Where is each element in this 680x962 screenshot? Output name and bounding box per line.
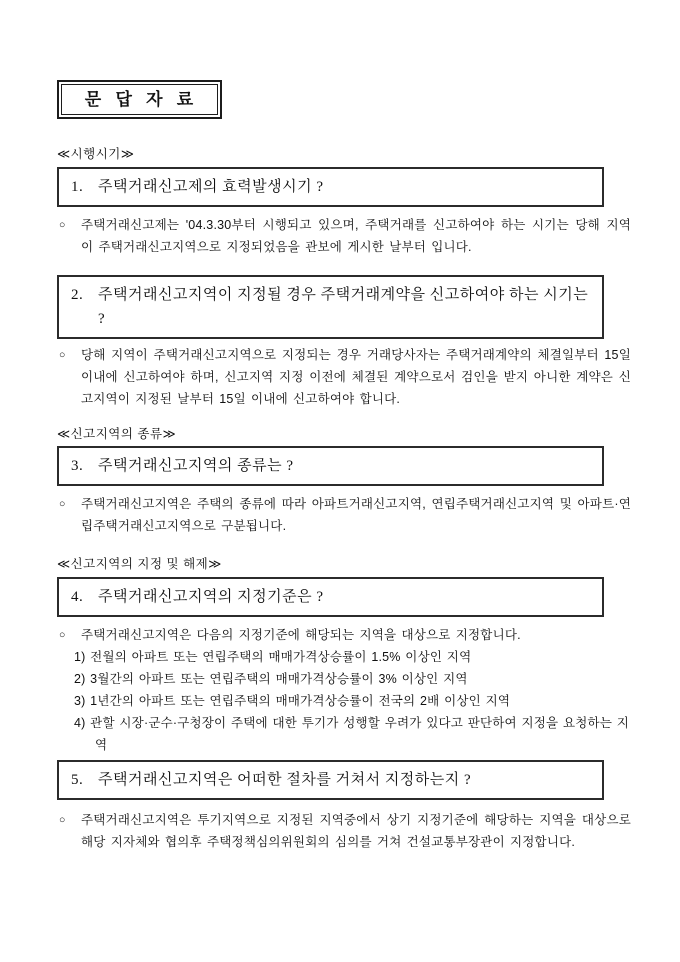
circle-bullet: ○: [59, 498, 66, 510]
criteria-list-item: 1) 전월의 아파트 또는 연립주택의 매매가격상승률이 1.5% 이상인 지역: [74, 650, 472, 664]
criteria-list-item: 3) 1년간의 아파트 또는 연립주택의 매매가격상승률이 전국의 2배 이상인 지역: [74, 694, 511, 708]
criteria-list: [74, 646, 631, 756]
circle-bullet: ○: [59, 219, 66, 231]
circle-bullet: ○: [59, 629, 66, 641]
criteria-list-item: 2) 3월간의 아파트 또는 연립주택의 매매가격상승률이 3% 이상인 지역: [74, 672, 468, 686]
question-number: 3.: [71, 458, 84, 474]
circle-bullet: ○: [59, 814, 66, 826]
question-box-4: [57, 577, 604, 617]
criteria-list-item: 4) 관할 시장·군수·구청장이 주택에 대한 투기가 성행할 우려가 있다고 판단하여 지정을 요청하는 지역: [74, 716, 630, 752]
question-box-5: [57, 760, 604, 800]
answer-text: 주택거래신고지역은 주택의 종류에 따라 아파트거래신고지역, 연립주택거래신고지역 및 아파트·연립주택거래신고지역으로 구분됩니다.: [81, 497, 631, 533]
question-title: 주택거래신고지역의 종류는 ?: [98, 458, 294, 474]
question-title: 주택거래신고지역의 지정기준은 ?: [98, 589, 324, 605]
question-number: 2.: [71, 287, 84, 303]
circle-bullet: ○: [59, 349, 66, 361]
document-title: 문 답 자 료: [61, 84, 218, 115]
question-box-1: [57, 167, 604, 207]
answer-2: [57, 344, 631, 410]
answer-5: [57, 809, 631, 853]
question-title: 주택거래신고지역이 지정될 경우 주택거래계약을 신고하여야 하는 시기는 ?: [98, 287, 589, 327]
question-title: 주택거래신고제의 효력발생시기 ?: [98, 179, 324, 195]
section-marker-designation-release: ≪신고지역의 지정 및 해제≫: [57, 557, 222, 571]
answer-3: [57, 493, 631, 537]
title-box: [57, 80, 222, 119]
answer-1: [57, 214, 631, 258]
answer-text: 주택거래신고제는 '04.3.30부터 시행되고 있으며, 주택거래를 신고하여야 하는 시기는 당해 지역이 주택거래신고지역으로 지정되었음을 관보에 게시한 날부터 입니다.: [81, 218, 631, 254]
section-marker-report-area-types: ≪신고지역의 종류≫: [57, 427, 177, 441]
question-number: 1.: [71, 179, 84, 195]
question-title: 주택거래신고지역은 어떠한 절차를 거쳐서 지정하는지 ?: [98, 772, 472, 788]
question-box-3: [57, 446, 604, 486]
question-number: 4.: [71, 589, 84, 605]
section-marker-timing: ≪시행시기≫: [57, 147, 135, 161]
answer-text: 주택거래신고지역은 투기지역으로 지정된 지역중에서 상기 지정기준에 해당하는 지역을 대상으로 해당 지자체와 협의후 주택정책심의위원회의 심의를 거쳐 건설교통부장관이 지정합니다.: [81, 813, 631, 849]
question-box-2: [57, 275, 604, 339]
answer-text: 주택거래신고지역은 다음의 지정기준에 해당되는 지역을 대상으로 지정합니다.: [81, 628, 521, 642]
question-number: 5.: [71, 772, 84, 788]
answer-text: 당해 지역이 주택거래신고지역으로 지정되는 경우 거래당사자는 주택거래계약의 체결일부터 15일 이내에 신고하여야 하며, 신고지역 지정 이전에 체결된 계약으로서 검인을 받지 아니한 계약은 신고지역이 지정된 날부터 15일 이내에 신고하여야 합니다.: [81, 348, 631, 406]
answer-4: [57, 624, 631, 756]
